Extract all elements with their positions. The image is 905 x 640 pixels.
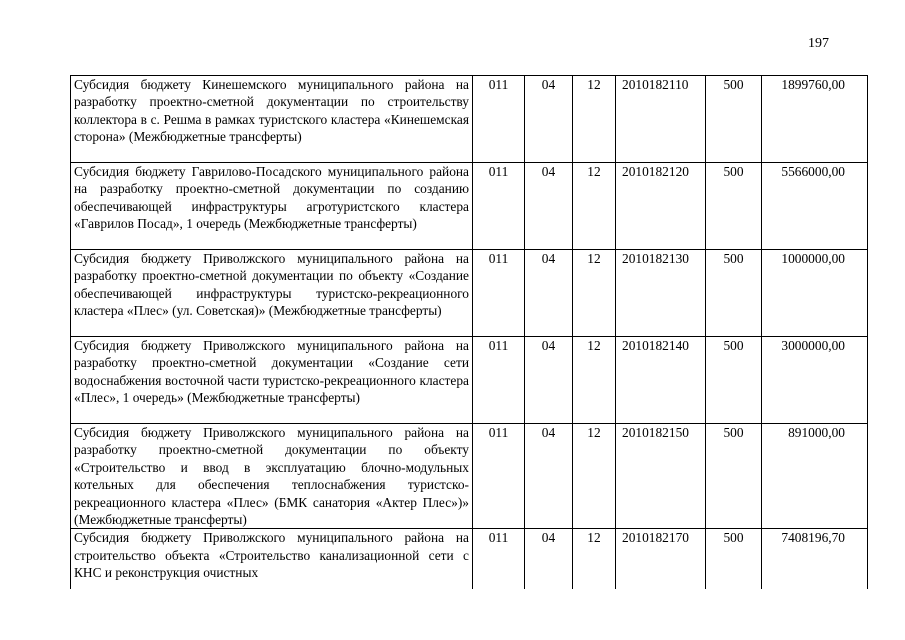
target-article-cell: 2010182140: [616, 337, 706, 424]
table-row: [71, 337, 868, 424]
subsection-code-cell: 12: [573, 529, 616, 589]
ministry-code-cell: 011: [473, 529, 525, 589]
section-code-cell: 04: [525, 250, 573, 337]
subsection-code-cell: 12: [573, 163, 616, 250]
expense-name-cell: Субсидия бюджету Приволжского муниципального района на разработку проектно-сметной документации «Создание сети водоснабжения восточной части туристско-рекреационного кластера «Плес», 1 очередь» (Межбюджетные трансферты): [71, 337, 473, 424]
target-article-cell: 2010182130: [616, 250, 706, 337]
target-article-cell: 2010182110: [616, 76, 706, 163]
amount-cell: 7408196,70: [762, 529, 868, 589]
section-code-cell: 04: [525, 163, 573, 250]
expense-type-cell: 500: [706, 76, 762, 163]
table-row: [71, 424, 868, 529]
page-number: 197: [808, 36, 829, 51]
section-code-cell: 04: [525, 529, 573, 589]
ministry-code-cell: 011: [473, 76, 525, 163]
amount-cell: 891000,00: [762, 424, 868, 529]
expense-name-cell: Субсидия бюджету Приволжского муниципального района на разработку проектно-сметной документации по объекту «Создание обеспечивающей инфраструктуры туристско-рекреационного кластера «Плес» (ул. Советская)» (Межбюджетные трансферты): [71, 250, 473, 337]
table-row: [71, 163, 868, 250]
expense-name-cell: Субсидия бюджету Гаврилово-Посадского муниципального района на разработку проектно-сметной документации по созданию обеспечивающей инфраструктуры агротуристского кластера «Гаврилов Посад», 1 очередь (Межбюджетные трансферты): [71, 163, 473, 250]
budget-allocation-table: [70, 75, 868, 589]
expense-type-cell: 500: [706, 529, 762, 589]
amount-cell: 1000000,00: [762, 250, 868, 337]
subsection-code-cell: 12: [573, 424, 616, 529]
ministry-code-cell: 011: [473, 337, 525, 424]
table-row: [71, 529, 868, 589]
target-article-cell: 2010182150: [616, 424, 706, 529]
target-article-cell: 2010182120: [616, 163, 706, 250]
section-code-cell: 04: [525, 337, 573, 424]
table-row: [71, 76, 868, 163]
expense-name-cell: Субсидия бюджету Приволжского муниципального района на разработку проектно-сметной документации по объекту «Строительство и ввод в эксплуатацию блочно-модульных котельных для обеспечения теплоснабжения туристско-рекреационного кластера «Плес» (БМК санатория «Актер Плес»)» (Межбюджетные трансферты): [71, 424, 473, 529]
table-row: [71, 250, 868, 337]
expense-type-cell: 500: [706, 424, 762, 529]
section-code-cell: 04: [525, 76, 573, 163]
subsection-code-cell: 12: [573, 337, 616, 424]
expense-name-cell: Субсидия бюджету Кинешемского муниципального района на разработку проектно-сметной документации по строительству коллектора в с. Решма в рамках туристского кластера «Кинешемская сторона» (Межбюджетные трансферты): [71, 76, 473, 163]
ministry-code-cell: 011: [473, 250, 525, 337]
target-article-cell: 2010182170: [616, 529, 706, 589]
ministry-code-cell: 011: [473, 163, 525, 250]
expense-name-cell: Субсидия бюджету Приволжского муниципального района на строительство объекта «Строительство канализационной сети с КНС и реконструкция очистных: [71, 529, 473, 589]
amount-cell: 3000000,00: [762, 337, 868, 424]
expense-type-cell: 500: [706, 337, 762, 424]
expense-type-cell: 500: [706, 163, 762, 250]
subsection-code-cell: 12: [573, 76, 616, 163]
expense-type-cell: 500: [706, 250, 762, 337]
section-code-cell: 04: [525, 424, 573, 529]
amount-cell: 1899760,00: [762, 76, 868, 163]
subsection-code-cell: 12: [573, 250, 616, 337]
amount-cell: 5566000,00: [762, 163, 868, 250]
ministry-code-cell: 011: [473, 424, 525, 529]
